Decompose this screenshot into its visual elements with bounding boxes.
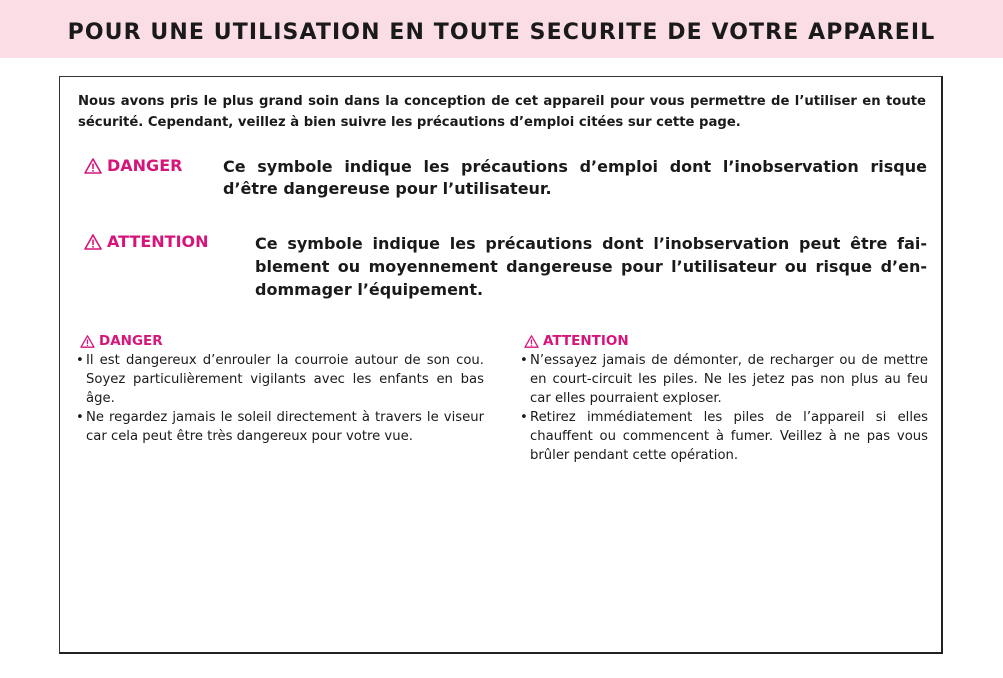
legend-attention-label-text: ATTENTION bbox=[107, 232, 209, 251]
attention-column-heading bbox=[524, 332, 928, 350]
list-item-text: N’essayez jamais de démonter, de recharger ou de mettre en court-circuit les piles. Ne les jetez pas non plus au feu car elles pourraient exploser. bbox=[530, 353, 928, 406]
list-item-text: Il est dangereux d’enrouler la courroie autour de son cou. Soyez particulièrement vigilants avec les enfants en bas âge. bbox=[86, 353, 484, 406]
list-item bbox=[520, 408, 928, 465]
legend-danger bbox=[84, 156, 927, 206]
attention-column bbox=[520, 332, 928, 465]
legend-attention-label bbox=[84, 232, 209, 251]
warning-triangle-icon bbox=[80, 335, 95, 348]
intro-paragraph: Nous avons pris le plus grand soin dans la conception de cet appareil pour vous permettre de l’utiliser en toute sécurité. Cependant, veillez à bien suivre les précautions d’emploi citées sur cette page. bbox=[78, 94, 926, 130]
danger-list bbox=[76, 351, 484, 446]
danger-column-heading-text: DANGER bbox=[99, 333, 163, 349]
bullet-dot: • bbox=[520, 410, 528, 425]
list-item bbox=[520, 351, 928, 408]
legend-attention bbox=[84, 232, 927, 304]
list-item bbox=[76, 408, 484, 446]
bullet-dot: • bbox=[520, 353, 528, 368]
warning-triangle-icon bbox=[524, 335, 539, 348]
bullet-dot: • bbox=[76, 353, 84, 368]
list-item bbox=[76, 351, 484, 408]
legend-attention-text: Ce symbole indique les précautions dont l’inobservation peut être fai-blement ou moyennement dangereuse pour l’utilisateur ou risque d’en-dommager l’équipement. bbox=[255, 234, 927, 299]
danger-column-heading bbox=[80, 332, 484, 350]
danger-column bbox=[76, 332, 484, 446]
legend-danger-label-text: DANGER bbox=[107, 156, 183, 175]
legend-danger-label bbox=[84, 156, 182, 175]
attention-column-heading-text: ATTENTION bbox=[543, 333, 629, 349]
bullet-dot: • bbox=[76, 410, 84, 425]
warning-triangle-icon bbox=[84, 158, 102, 174]
warning-triangle-icon bbox=[84, 234, 102, 250]
list-item-text: Retirez immédiatement les piles de l’appareil si elles chauffent ou commencent à fumer. Veillez à ne pas vous brûler pendant cette opération. bbox=[530, 410, 928, 463]
attention-list bbox=[520, 351, 928, 465]
legend-danger-text: Ce symbole indique les précautions d’emploi dont l’inobservation risque d’être dangereuse pour l’utilisateur. bbox=[223, 157, 927, 198]
page-title: POUR UNE UTILISATION EN TOUTE SECURITE DE VOTRE APPAREIL bbox=[67, 20, 936, 45]
list-item-text: Ne regardez jamais le soleil directement à travers le viseur car cela peut être très dangereux pour votre vue. bbox=[86, 410, 484, 444]
